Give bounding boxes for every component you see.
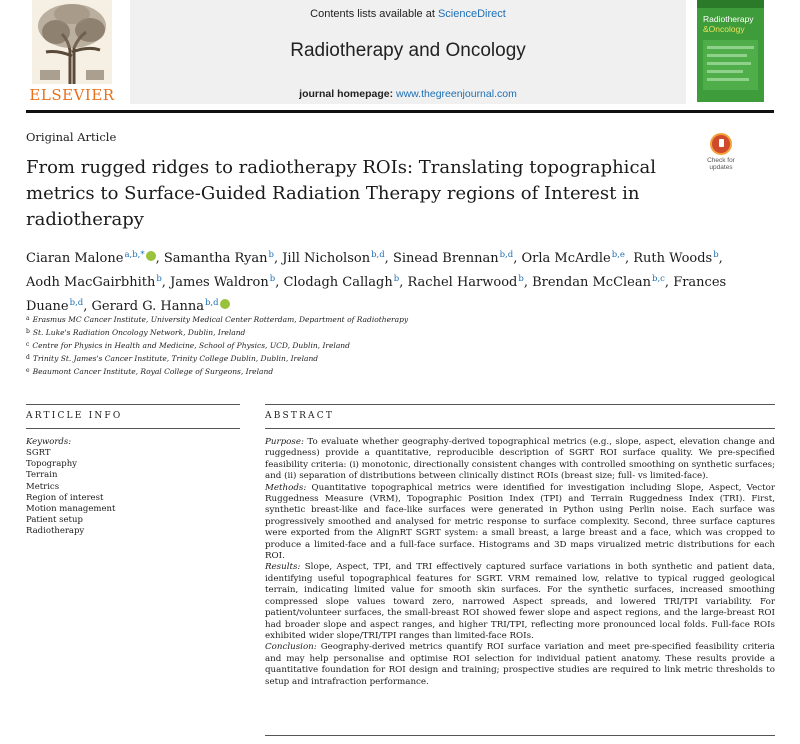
author-affiliation-marker[interactable]: b [518,274,524,284]
cover-band [697,0,764,8]
contents-prefix: Contents lists available at [310,8,438,20]
author[interactable] [633,251,718,266]
author-affiliation-marker[interactable]: b,c [652,274,665,284]
orcid-icon[interactable] [220,299,230,309]
journal-masthead [130,0,686,104]
author[interactable] [532,275,665,290]
author-affiliation-marker[interactable]: a,b,* [124,250,145,260]
article-info-heading: ARTICLE INFO [26,411,123,421]
abstract-section-label: Purpose: [265,437,304,447]
author[interactable] [282,251,384,266]
author-name[interactable]: Brendan McClean [532,275,652,290]
affiliation-list [26,313,746,378]
author-name[interactable]: Rachel Harwood [407,275,518,290]
keyword-item: Metrics [26,481,60,492]
author[interactable] [393,251,513,266]
author-name[interactable]: Jill Nicholson [282,251,371,266]
keywords-label: Keywords: [26,437,72,447]
keyword-item: Patient setup [26,515,83,526]
affiliation [26,352,746,365]
author-affiliation-marker[interactable]: b [393,274,400,284]
author-affiliation-marker[interactable]: b [156,274,162,284]
check-for-updates-button[interactable] [703,133,739,173]
author-affiliation-marker[interactable]: b [269,274,276,284]
journal-cover-image[interactable] [697,0,764,102]
abstract-section-label: Results: [265,562,301,573]
article-info-rule [26,404,240,405]
author-affiliation-marker[interactable]: b,e [611,250,625,260]
check-updates-label: Check for updates [707,157,735,171]
author-name[interactable]: Aodh MacGairbhith [26,275,156,290]
abstract-body-rule [265,428,775,429]
affiliation-key: c [26,341,30,348]
author-name[interactable]: Sinead Brennan [392,251,499,266]
abstract-section-text: To evaluate whether geography-derived topographical metrics (e.g., slope, aspect, elevation change and ruggedness) provide a quantitative, reproducible description of SGRT ROI surface quality. We pre-specified feasibility criteria: (i) monotonic, directionally consistent changes with controlled smoothing on synthetic surfaces; and (ii) separation of distributions between clinically distinct ROIs (breast size; full- vs limited-face). [265,437,775,482]
homepage-prefix: journal homepage: [299,88,397,100]
keyword-list [26,448,115,538]
author[interactable] [26,251,156,266]
author-affiliation-marker[interactable]: b,d [499,250,514,260]
keyword-item: Region of interest [26,492,104,503]
elsevier-tree-icon [32,0,112,84]
author-name[interactable]: Ciaran Malone [26,251,124,266]
author-affiliation-marker[interactable]: b,d [69,298,84,308]
author-name[interactable]: Orla McArdle [521,251,611,266]
author-name[interactable]: Frances Duane [26,275,727,314]
homepage-line [130,88,686,100]
abstract-section-text: Geography-derived metrics quantify ROI surface variation and meet pre-specified feasibility criteria and may help personalise and optimise ROI selection for individual patient anatomy. These results provide a quantitative foundation for ROI design and training; prospective studies are required to link metric thresholds to setup and intrafraction performance. [265,642,775,687]
cover-title-line1: Radiotherapy [703,14,754,24]
author-affiliation-marker[interactable]: b [268,250,274,260]
elsevier-logo[interactable] [26,0,118,104]
homepage-link[interactable]: www.thegreenjournal.com [396,88,517,100]
affiliation-key: a [26,315,30,322]
affiliation-text: Beaumont Cancer Institute, Royal College of Surgeons, Ireland [32,367,274,376]
check-updates-icon [710,133,732,155]
sciencedirect-link[interactable]: ScienceDirect [437,8,506,20]
affiliation-text: St. Luke's Radiation Oncology Network, Dublin, Ireland [32,328,246,337]
author[interactable] [91,299,229,314]
abstract-section-text: Quantitative topographical metrics were identified for investigation including Slope, Aspect, Vector Ruggedness Measure (VRM), Topographic Position Index (TPI) and Terrain Ruggedness Index (TRI). First, synthetic breast-like and face-like surfaces were generated in Python using Perlin noise. Each surface was progressively smoothed and analysed for metric response to surface complexity. Second, three surface captures were exported from the AlignRT SGRT system: a small breast, a large breast and a face, which was cropped to produce a limited-face and a full-face surface. Histograms and 3D maps virualized metric distributions for each ROI. [265,482,775,562]
cover-title-line2: &Oncology [703,24,745,34]
author[interactable] [521,251,624,266]
author[interactable] [26,275,162,290]
article-type: Original Article [26,130,117,144]
abstract-section [265,483,775,563]
affiliation [26,326,746,339]
journal-title: Radiotherapy and Oncology [290,40,526,61]
affiliation-text: Centre for Physics in Health and Medicine, School of Physics, UCD, Dublin, Ireland [32,341,350,350]
publisher-name: ELSEVIER [29,86,115,104]
author[interactable] [164,251,274,266]
orcid-icon[interactable] [146,251,156,261]
keyword-item: Terrain [26,470,58,481]
author-affiliation-marker[interactable]: b [713,250,719,260]
keyword-item: Topography [26,459,77,470]
abstract-section [265,562,775,642]
journal-header [26,0,774,106]
abstract-end-rule [265,735,775,736]
author-name[interactable]: Gerard G. Hanna [91,299,204,314]
keyword-item: Radiotherapy [26,526,85,537]
keyword-item: Motion management [26,504,116,515]
affiliation-key: b [26,328,30,335]
article-title: From rugged ridges to radiotherapy ROIs: Translating topographical metrics to Surface-Guided Radiation Therapy regions of Interest in radiotherapy [26,157,657,230]
author-name[interactable]: Clodagh Callagh [283,275,393,290]
abstract-section [265,437,775,483]
author-name[interactable]: Samantha Ryan [163,251,268,266]
contents-line [130,8,686,20]
keywords-rule [26,428,240,429]
affiliation-key: d [26,354,30,361]
abstract-section-text: Slope, Aspect, TPI, and TRI effectively captured surface variations in both synthetic and patient data, identifying useful topographical features for SGRT. VRM remained low, relative to typical rugged geological terrain, indicating limited value for smooth skin surfaces. For the synthetic surfaces, increased smoothing compressed slope values toward zero, narrowed Aspect spreads, and lowered TRI/TPI variability. For patient/volunteer surfaces, the small-breast ROI showed fewer slope and aspect regions, and the large-breast ROI had broader slope and aspect ranges, and higher TRI/TPI, reflecting more pronounced local folds. Full-face ROIs exhibited wider slope/TRI/TPI ranges than limited-face ROIs. [265,562,775,641]
header-rule [26,110,774,113]
author[interactable] [283,275,399,290]
abstract-body [265,437,775,688]
abstract-section [265,642,775,688]
affiliation [26,339,746,352]
affiliation [26,365,746,378]
affiliation-key: e [26,367,30,374]
abstract-section-label: Conclusion: [265,642,317,653]
author-name[interactable]: Ruth Woods [633,251,713,266]
author[interactable] [407,275,523,290]
abstract-rule [265,404,775,405]
abstract-heading: ABSTRACT [265,411,335,421]
author[interactable] [170,275,275,290]
author-affiliation-marker[interactable]: b,d [371,250,385,260]
affiliation [26,313,746,326]
author-name[interactable]: James Waldron [170,275,269,290]
affiliation-text: Erasmus MC Cancer Institute, University Medical Center Rotterdam, Department of Radiotherapy [32,315,409,324]
affiliation-text: Trinity St. James's Cancer Institute, Trinity College Dublin, Dublin, Ireland [32,354,319,363]
abstract-section-label: Methods: [265,482,307,493]
author-list: Ciaran Malone$^{a,b,*}$ , Samantha Ryan$^b$, Jill Nicholson$^{b,d}$, Sinead Brennan$^{b,d}$, Orla McArdle$^{b,e}$, Ruth Woods$^b$, Aodh MacGairbhith$^b$, James Waldron$^b$, Clodagh Callagh$^b$, Rachel Harwood$^b$, Brendan McClean$^{b,c}$, Frances Duane$^{b,d}$, Gerard G. Hanna$^{b,d}$ [26,250,727,314]
keyword-item: SGRT [26,448,51,458]
cover-art-icon [703,40,758,90]
author-affiliation-marker[interactable]: b,d [204,298,219,308]
